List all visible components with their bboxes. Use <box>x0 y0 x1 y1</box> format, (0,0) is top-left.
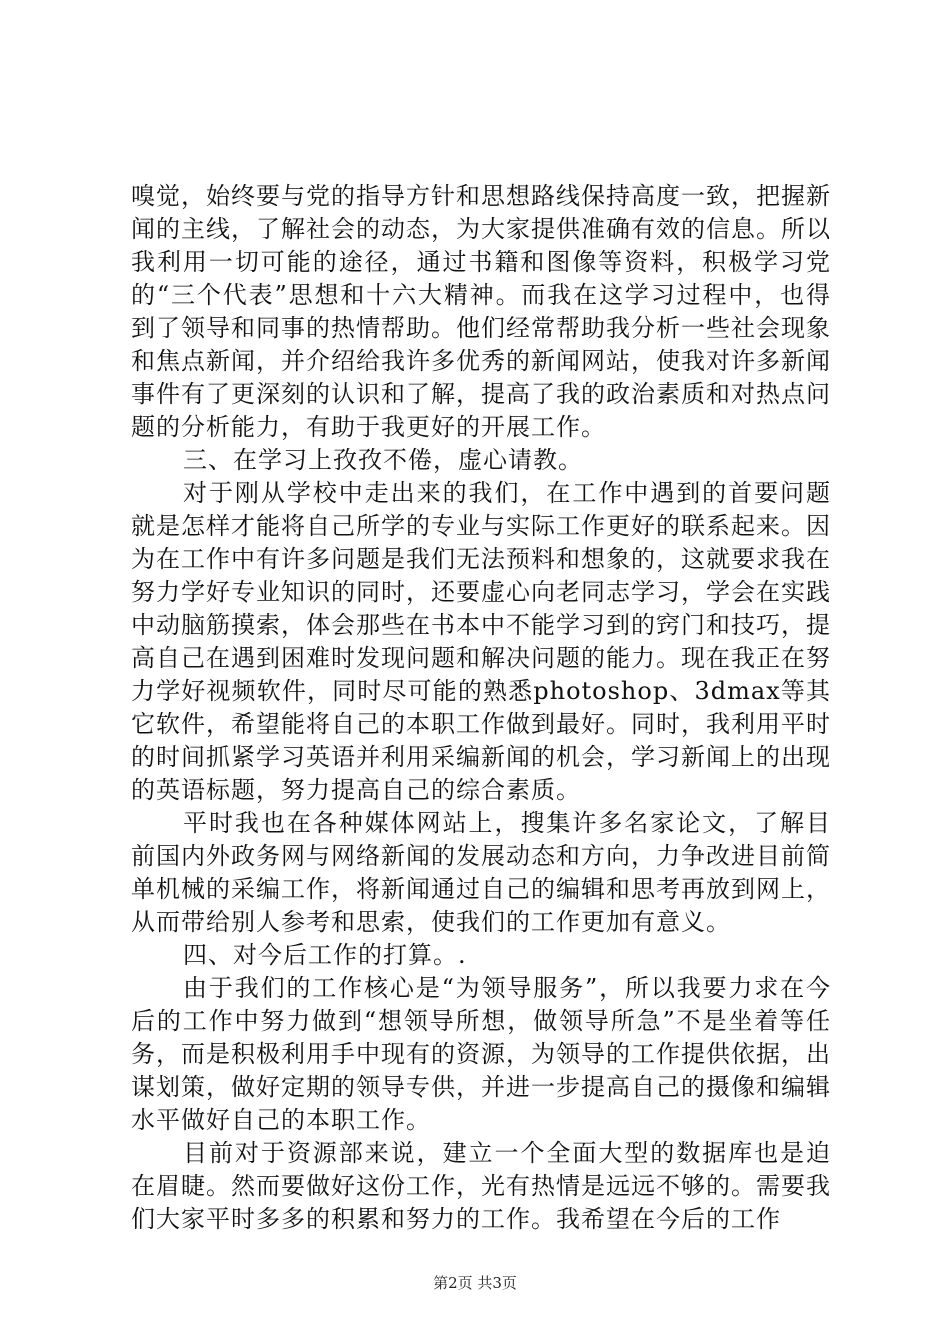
document-body <box>131 180 831 1236</box>
paragraph-4: 由于我们的工作核心是“为领导服务”，所以我要力求在今后的工作中努力做到“想领导所想，做领导所急”不是坐着等任务，而是积极利用手中现有的资源，为领导的工作提供依据，出谋划策，做好定期的领导专供，并进一步提高自己的摄像和编辑水平做好自己的本职工作。 <box>131 974 831 1134</box>
paragraph-2: 对于刚从学校中走出来的我们，在工作中遇到的首要问题就是怎样才能将自己所学的专业与实际工作更好的联系起来。因为在工作中有许多问题是我们无法预料和想象的，这就要求我在努力学好专业知识的同时，还要虚心向老同志学习，学会在实践中动脑筋摸索，体会那些在书本中不能学习到的窍门和技巧，提高自己在遇到困难时发现问题和解决问题的能力。现在我正在努力学好视频软件，同时尽可能的熟悉photoshop、3dmax等其它软件，希望能将自己的本职工作做到最好。同时，我利用平时的时间抓紧学习英语并利用采编新闻的机会，学习新闻上的出现的英语标题，努力提高自己的综合素质。 <box>131 479 831 804</box>
paragraph-3: 平时我也在各种媒体网站上，搜集许多名家论文，了解目前国内外政务网与网络新闻的发展动态和方向，力争改进目前简单机械的采编工作，将新闻通过自己的编辑和思考再放到网上，从而带给别人参考和思索，使我们的工作更加有意义。 <box>131 809 831 936</box>
section-heading-3: 三、在学习上孜孜不倦，虚心请教。 <box>183 446 583 474</box>
paragraph-5: 目前对于资源部来说，建立一个全面大型的数据库也是迫在眉睫。然而要做好这份工作，光有热情是远远不够的。需要我们大家平时多多的积累和努力的工作。我希望在今后的工作 <box>131 1139 831 1233</box>
paragraph-1: 嗅觉，始终要与党的指导方针和思想路线保持高度一致，把握新闻的主线，了解社会的动态，为大家提供准确有效的信息。所以我利用一切可能的途径，通过书籍和图像等资料，积极学习党的“三个代表”思想和十六大精神。而我在这学习过程中，也得到了领导和同事的热情帮助。他们经常帮助我分析一些社会现象和焦点新闻，并介绍给我许多优秀的新闻网站，使我对许多新闻事件有了更深刻的认识和了解，提高了我的政治素质和对热点问题的分析能力，有助于我更好的开展工作。 <box>131 182 831 441</box>
section-heading-4: 四、对今后工作的打算。. <box>183 941 467 969</box>
page-footer: 第2页 共3页 <box>433 1274 517 1292</box>
